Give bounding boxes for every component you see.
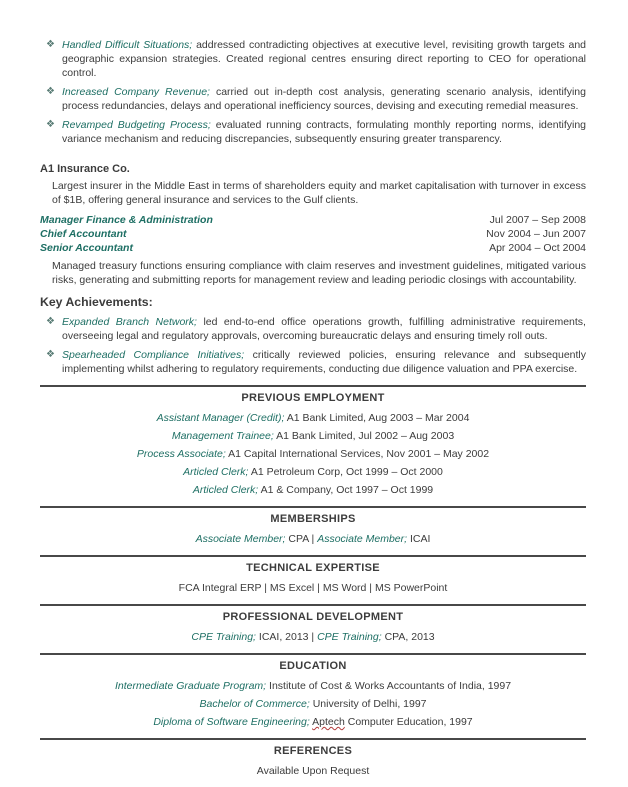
diamond-bullet-icon: ❖ xyxy=(46,86,55,97)
achievement-lead: Increased Company Revenue; xyxy=(62,86,210,98)
achievement-text xyxy=(62,85,586,113)
achievement-item xyxy=(40,118,586,146)
achievement-text xyxy=(62,118,586,146)
achievement-text xyxy=(62,38,586,80)
membership-body: CPA | xyxy=(285,533,318,545)
entry-lead: Articled Clerk; xyxy=(183,466,249,478)
technical-expertise-line: FCA Integral ERP | MS Excel | MS Word | MS PowerPoint xyxy=(178,582,448,594)
key-achievement-item xyxy=(40,315,586,343)
employer-description: Largest insurer in the Middle East in terms of shareholders equity and market capitalisation with turnover in excess of $1B, offering general insurance and services to the Gulf clients. xyxy=(52,180,586,206)
training-lead: CPE Training; xyxy=(317,631,382,643)
employer-name: A1 Insurance Co. xyxy=(40,163,130,175)
entry-lead: Assistant Manager (Credit); xyxy=(156,412,285,424)
role-row xyxy=(40,213,586,227)
key-achievement-text xyxy=(62,315,586,343)
diamond-bullet-icon: ❖ xyxy=(46,316,55,327)
key-achievement-lead: Spearheaded Compliance Initiatives; xyxy=(62,349,245,361)
section-divider xyxy=(40,506,586,508)
entry-lead: Bachelor of Commerce; xyxy=(199,698,310,710)
key-achievement-lead: Expanded Branch Network; xyxy=(62,316,197,328)
training-body: CPA, 2013 xyxy=(381,631,435,643)
key-achievement-item xyxy=(40,348,586,376)
entry-body: Computer Education, 1997 xyxy=(344,716,473,728)
references-line: Available Upon Request xyxy=(256,765,370,777)
section-memberships xyxy=(40,506,586,546)
role-dates: Nov 2004 – Jun 2007 xyxy=(486,228,586,240)
section-education xyxy=(40,653,586,729)
employment-entry xyxy=(40,447,586,461)
entry-lead: Process Associate; xyxy=(136,448,226,460)
employment-entry xyxy=(40,411,586,425)
achievement-lead: Revamped Budgeting Process; xyxy=(62,119,211,131)
training-lead: CPE Training; xyxy=(191,631,256,643)
entry-body-spellcheck: Aptech xyxy=(312,716,345,728)
section-divider xyxy=(40,653,586,655)
key-achievement-body: led end-to-end office operations growth, fulfilling administrative requirements, overseeing legal and regulatory approvals, overcoming bureaucratic delays and ensuring timely roll outs. xyxy=(62,316,586,342)
entry-lead: Intermediate Graduate Program; xyxy=(114,680,267,692)
achievement-lead: Handled Difficult Situations; xyxy=(62,39,193,51)
section-divider xyxy=(40,604,586,606)
entry-body: A1 & Company, Oct 1997 – Oct 1999 xyxy=(260,484,434,496)
section-title: MEMBERSHIPS xyxy=(270,513,356,525)
achievement-body: carried out in-depth cost analysis, generating scenario analysis, identifying process redundancies, delays and operational inefficiency sources, devising and executing remedial measures. xyxy=(62,86,586,112)
section-references xyxy=(40,738,586,778)
section-professional-development xyxy=(40,604,586,644)
achievement-body: evaluated running contracts, formulating monthly reporting norms, identifying variance mechanism and reducing discrepancies, subsequently ensuring greater transparency. xyxy=(62,119,586,145)
section-title: PREVIOUS EMPLOYMENT xyxy=(241,392,385,404)
section-previous-employment xyxy=(40,385,586,497)
entry-body: Institute of Cost & Works Accountants of India, 1997 xyxy=(269,680,512,692)
role-summary: Managed treasury functions ensuring compliance with claim reserves and investment guidelines, mitigated various risks, generating and submitting reports for management review and leading periodic closings with accountability. xyxy=(52,260,586,286)
section-title: PROFESSIONAL DEVELOPMENT xyxy=(222,611,404,623)
role-title: Chief Accountant xyxy=(40,228,127,240)
key-achievements-label: Key Achievements: xyxy=(40,295,153,309)
employment-entry xyxy=(40,465,586,479)
section-title: TECHNICAL EXPERTISE xyxy=(246,562,380,574)
employer-block xyxy=(40,162,586,376)
achievement-item xyxy=(40,38,586,80)
role-dates: Apr 2004 – Oct 2004 xyxy=(489,242,586,254)
training-body: ICAI, 2013 | xyxy=(255,631,318,643)
diamond-bullet-icon: ❖ xyxy=(46,119,55,130)
memberships-line xyxy=(40,532,586,546)
entry-body: A1 Capital International Services, Nov 2001 – May 2002 xyxy=(228,448,490,460)
achievements-list xyxy=(40,38,586,146)
education-entry xyxy=(40,715,586,729)
professional-development-line xyxy=(40,630,586,644)
section-technical-expertise xyxy=(40,555,586,595)
employment-entry xyxy=(40,483,586,497)
role-title: Senior Accountant xyxy=(40,242,133,254)
membership-body: ICAI xyxy=(407,533,431,545)
section-divider xyxy=(40,738,586,740)
entry-lead: Articled Clerk; xyxy=(192,484,259,496)
section-title: REFERENCES xyxy=(273,745,353,757)
education-entry xyxy=(40,679,586,693)
employment-entry xyxy=(40,429,586,443)
key-achievement-text xyxy=(62,348,586,376)
education-entry xyxy=(40,697,586,711)
entry-body: A1 Bank Limited, Jul 2002 – Aug 2003 xyxy=(276,430,455,442)
achievement-item xyxy=(40,85,586,113)
entry-lead: Management Trainee; xyxy=(171,430,274,442)
membership-lead: Associate Member; xyxy=(317,533,408,545)
section-divider xyxy=(40,555,586,557)
resume-page xyxy=(40,38,586,778)
role-title: Manager Finance & Administration xyxy=(40,214,213,226)
section-divider xyxy=(40,385,586,387)
membership-lead: Associate Member; xyxy=(195,533,286,545)
role-dates: Jul 2007 – Sep 2008 xyxy=(489,214,586,226)
entry-body: A1 Petroleum Corp, Oct 1999 – Oct 2000 xyxy=(250,466,443,478)
entry-body: University of Delhi, 1997 xyxy=(312,698,427,710)
achievement-body: addressed contradicting objectives at executive level, revisiting growth targets and geographic expansion strategies. Created regional centres ensuring direct reporting to CEO for operational control. xyxy=(62,39,586,79)
entry-body: A1 Bank Limited, Aug 2003 – Mar 2004 xyxy=(286,412,470,424)
entry-lead: Diploma of Software Engineering; xyxy=(153,716,310,728)
role-row xyxy=(40,227,586,241)
section-title: EDUCATION xyxy=(279,660,347,672)
role-row xyxy=(40,241,586,255)
key-achievement-body: critically reviewed policies, ensuring relevance and subsequently implementing whilst adhering to regulatory requirements, conducting due diligence valuation and PPA exercise. xyxy=(62,349,586,375)
diamond-bullet-icon: ❖ xyxy=(46,349,55,360)
diamond-bullet-icon: ❖ xyxy=(46,39,55,50)
role-list xyxy=(40,213,586,255)
